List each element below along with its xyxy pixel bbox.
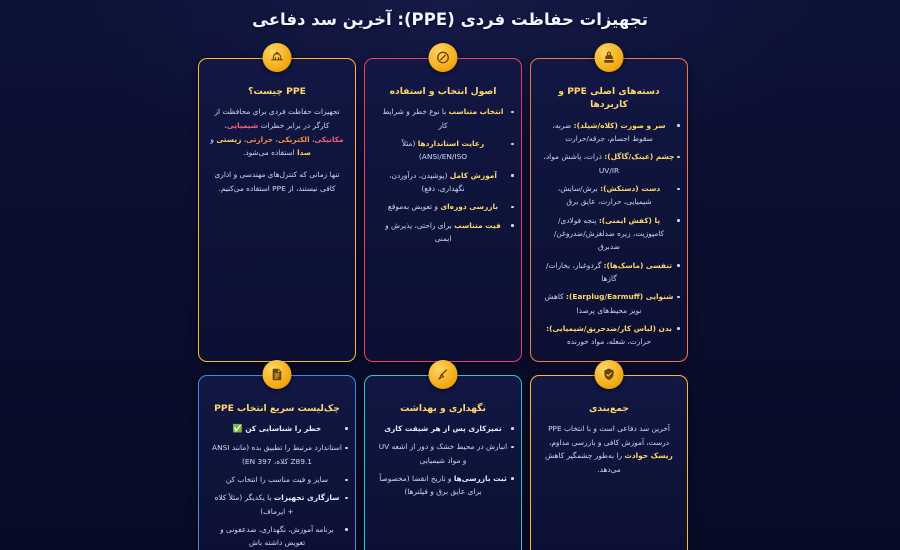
list-item bbox=[541, 214, 677, 254]
card-selection-principles bbox=[364, 58, 522, 362]
list-item bbox=[375, 440, 511, 467]
hazard-noise: صدا bbox=[297, 148, 312, 158]
para-seg: ، bbox=[224, 121, 227, 131]
item-lead: بدن (لباس کار/ضدحریق/شیمیایی): bbox=[546, 323, 672, 333]
cards-grid bbox=[198, 58, 690, 550]
document-list-icon bbox=[263, 360, 292, 389]
item-rest: حرارت، شعله، مواد خورنده bbox=[566, 337, 652, 347]
item-lead: انتخاب متناسب bbox=[448, 107, 504, 117]
para-seg: تنها زمانی که کنترل‌های مهندسی و اداری کافی نیستند، از PPE استفاده می‌کنیم. bbox=[214, 170, 340, 193]
hazard-thermal: حرارتی bbox=[246, 134, 274, 144]
list-item bbox=[375, 200, 511, 213]
list-item bbox=[541, 119, 677, 146]
item-lead: آموزش کامل bbox=[449, 170, 497, 180]
checklist-clipboard-icon bbox=[429, 43, 458, 72]
list-item bbox=[541, 150, 677, 177]
checklist-list bbox=[209, 422, 345, 550]
para-seg: ، bbox=[241, 134, 247, 144]
item-rest: برنامه آموزش، نگهداری، ضدعفونی و تعویض داشته باش bbox=[220, 524, 334, 548]
page-title: تجهیزات حفاظت فردی (PPE): آخرین سد دفاعی bbox=[252, 10, 648, 29]
item-rest: برش/سایش، شیمیایی، حرارت، عایق برق bbox=[557, 184, 652, 207]
summary-paragraph bbox=[541, 422, 677, 477]
list-item bbox=[209, 491, 345, 518]
item-lead: خطر را شناسایی کن bbox=[245, 423, 322, 433]
item-rest: ✅ bbox=[232, 423, 246, 433]
summary-highlight: ریسک حوادث bbox=[624, 451, 673, 461]
list-item bbox=[541, 182, 677, 209]
item-lead: تمیزکاری پس از هر شیفت کاری bbox=[384, 423, 502, 433]
list-item bbox=[209, 473, 345, 486]
item-lead: فیت متناسب bbox=[454, 220, 501, 230]
item-lead: تنفسی (ماسک‌ها): bbox=[603, 260, 673, 270]
worker-helmet-icon bbox=[595, 43, 624, 72]
principles-list bbox=[375, 105, 511, 245]
para-seg: ، bbox=[309, 134, 315, 144]
hazard-electrical: الکتریکی bbox=[277, 134, 310, 144]
ppe-types-list bbox=[541, 119, 677, 349]
item-rest: گردوغبار، بخارات/گازها bbox=[545, 260, 617, 283]
card-maintenance-hygiene bbox=[364, 375, 522, 550]
card-title: جمع‌بندی bbox=[589, 402, 629, 414]
card-paragraph-hazards bbox=[209, 105, 345, 160]
item-lead: ثبت بازرسی‌ها bbox=[453, 473, 507, 483]
item-rest: (پوشیدن، درآوردن، نگهداری، دفع) bbox=[389, 170, 465, 193]
item-lead: شنوایی (Earplug/Earmuff): bbox=[566, 292, 674, 302]
card-title: نگهداری و بهداشت bbox=[400, 402, 486, 414]
hard-hat-icon bbox=[263, 43, 292, 72]
cleaning-brush-icon bbox=[429, 360, 458, 389]
list-item bbox=[209, 422, 345, 436]
para-seg: آخرین سد دفاعی است و با انتخاب PPE درست، آموزش کافی و بازرسی مداوم، bbox=[548, 423, 670, 447]
para-seg: تجهیزات حفاظت فردی برای محافظت از کارگر در برابر خطرات bbox=[214, 107, 340, 131]
item-lead: سازگاری تجهیزات bbox=[273, 493, 340, 503]
item-lead: چشم (عینک/گاگل): bbox=[604, 152, 675, 162]
item-rest: و تاریخ انقضا (مخصوصاً برای عایق برق و فیلترها) bbox=[379, 473, 482, 497]
card-title: اصول انتخاب و استفاده bbox=[389, 86, 497, 97]
list-item bbox=[541, 322, 677, 349]
shield-check-icon bbox=[595, 360, 624, 389]
para-seg: را به‌طور چشمگیر کاهش می‌دهد. bbox=[545, 451, 625, 475]
card-quick-checklist bbox=[198, 375, 356, 550]
list-item bbox=[209, 523, 345, 550]
item-rest: کاهش نویز محیط‌های پرصدا bbox=[544, 292, 642, 315]
item-rest: ضربه، سقوط اجسام، جرقه/حرارت bbox=[552, 120, 653, 144]
para-seg: ، bbox=[273, 134, 278, 144]
item-rest: برای راحتی، پذیرش و ایمنی bbox=[385, 220, 455, 243]
item-rest: با یکدیگر (مثلاً کلاه + ایرماف) bbox=[214, 493, 294, 516]
list-item bbox=[375, 422, 511, 435]
card-main-ppe-types bbox=[530, 58, 688, 362]
item-rest: و تعویض به‌موقع bbox=[387, 202, 441, 212]
item-lead: پا (کفش ایمنی): bbox=[598, 215, 661, 225]
card-paragraph-when bbox=[209, 168, 345, 195]
item-rest: ذرات، پاشش مواد، UV/IR bbox=[543, 152, 620, 175]
list-item bbox=[375, 137, 511, 164]
item-lead: دست (دستکش): bbox=[600, 184, 661, 193]
item-lead: رعایت استانداردها bbox=[417, 139, 485, 148]
para-seg: استفاده می‌شود. bbox=[242, 148, 298, 158]
list-item bbox=[375, 105, 511, 132]
item-rest: پنجه فولادی/کامپوزیت، زیره ضدلغزش/ضدروغن/ضدبرق bbox=[553, 215, 665, 252]
hazard-chemical: شیمیایی bbox=[226, 121, 259, 131]
item-lead: سر و صورت (کلاه/شیلد): bbox=[573, 120, 666, 130]
list-item bbox=[375, 219, 511, 246]
list-item bbox=[375, 169, 511, 196]
item-rest: استاندارد مرتبط را تطبیق بده (مانند ANSI Z89.1 کلاه، EN 397) bbox=[212, 443, 342, 466]
maintenance-list bbox=[375, 422, 511, 499]
hazard-mechanical: مکانیکی bbox=[314, 134, 344, 144]
item-rest: سایز و فیت مناسب را انتخاب کن bbox=[225, 475, 329, 484]
hazard-biological: زیستی bbox=[216, 134, 242, 144]
list-item bbox=[209, 441, 345, 468]
list-item bbox=[375, 472, 511, 499]
item-rest: با نوع خطر و شرایط کار bbox=[382, 107, 449, 130]
card-summary bbox=[530, 375, 688, 550]
item-lead: بازرسی دوره‌ای bbox=[440, 202, 499, 212]
card-title: PPE چیست؟ bbox=[248, 86, 306, 97]
item-rest: (مثلاً ANSI/EN/ISO) bbox=[401, 139, 468, 162]
card-title: چک‌لیست سریع انتخاب PPE bbox=[214, 402, 340, 414]
list-item bbox=[541, 290, 677, 317]
item-rest: انبارش در محیط خشک و دور از اشعه UV و مواد شیمیایی bbox=[378, 442, 508, 465]
card-title: دسته‌های اصلی PPE و کاربردها bbox=[558, 86, 660, 111]
list-item bbox=[541, 259, 677, 286]
card-what-is-ppe bbox=[198, 58, 356, 362]
para-seg: و bbox=[210, 134, 217, 144]
